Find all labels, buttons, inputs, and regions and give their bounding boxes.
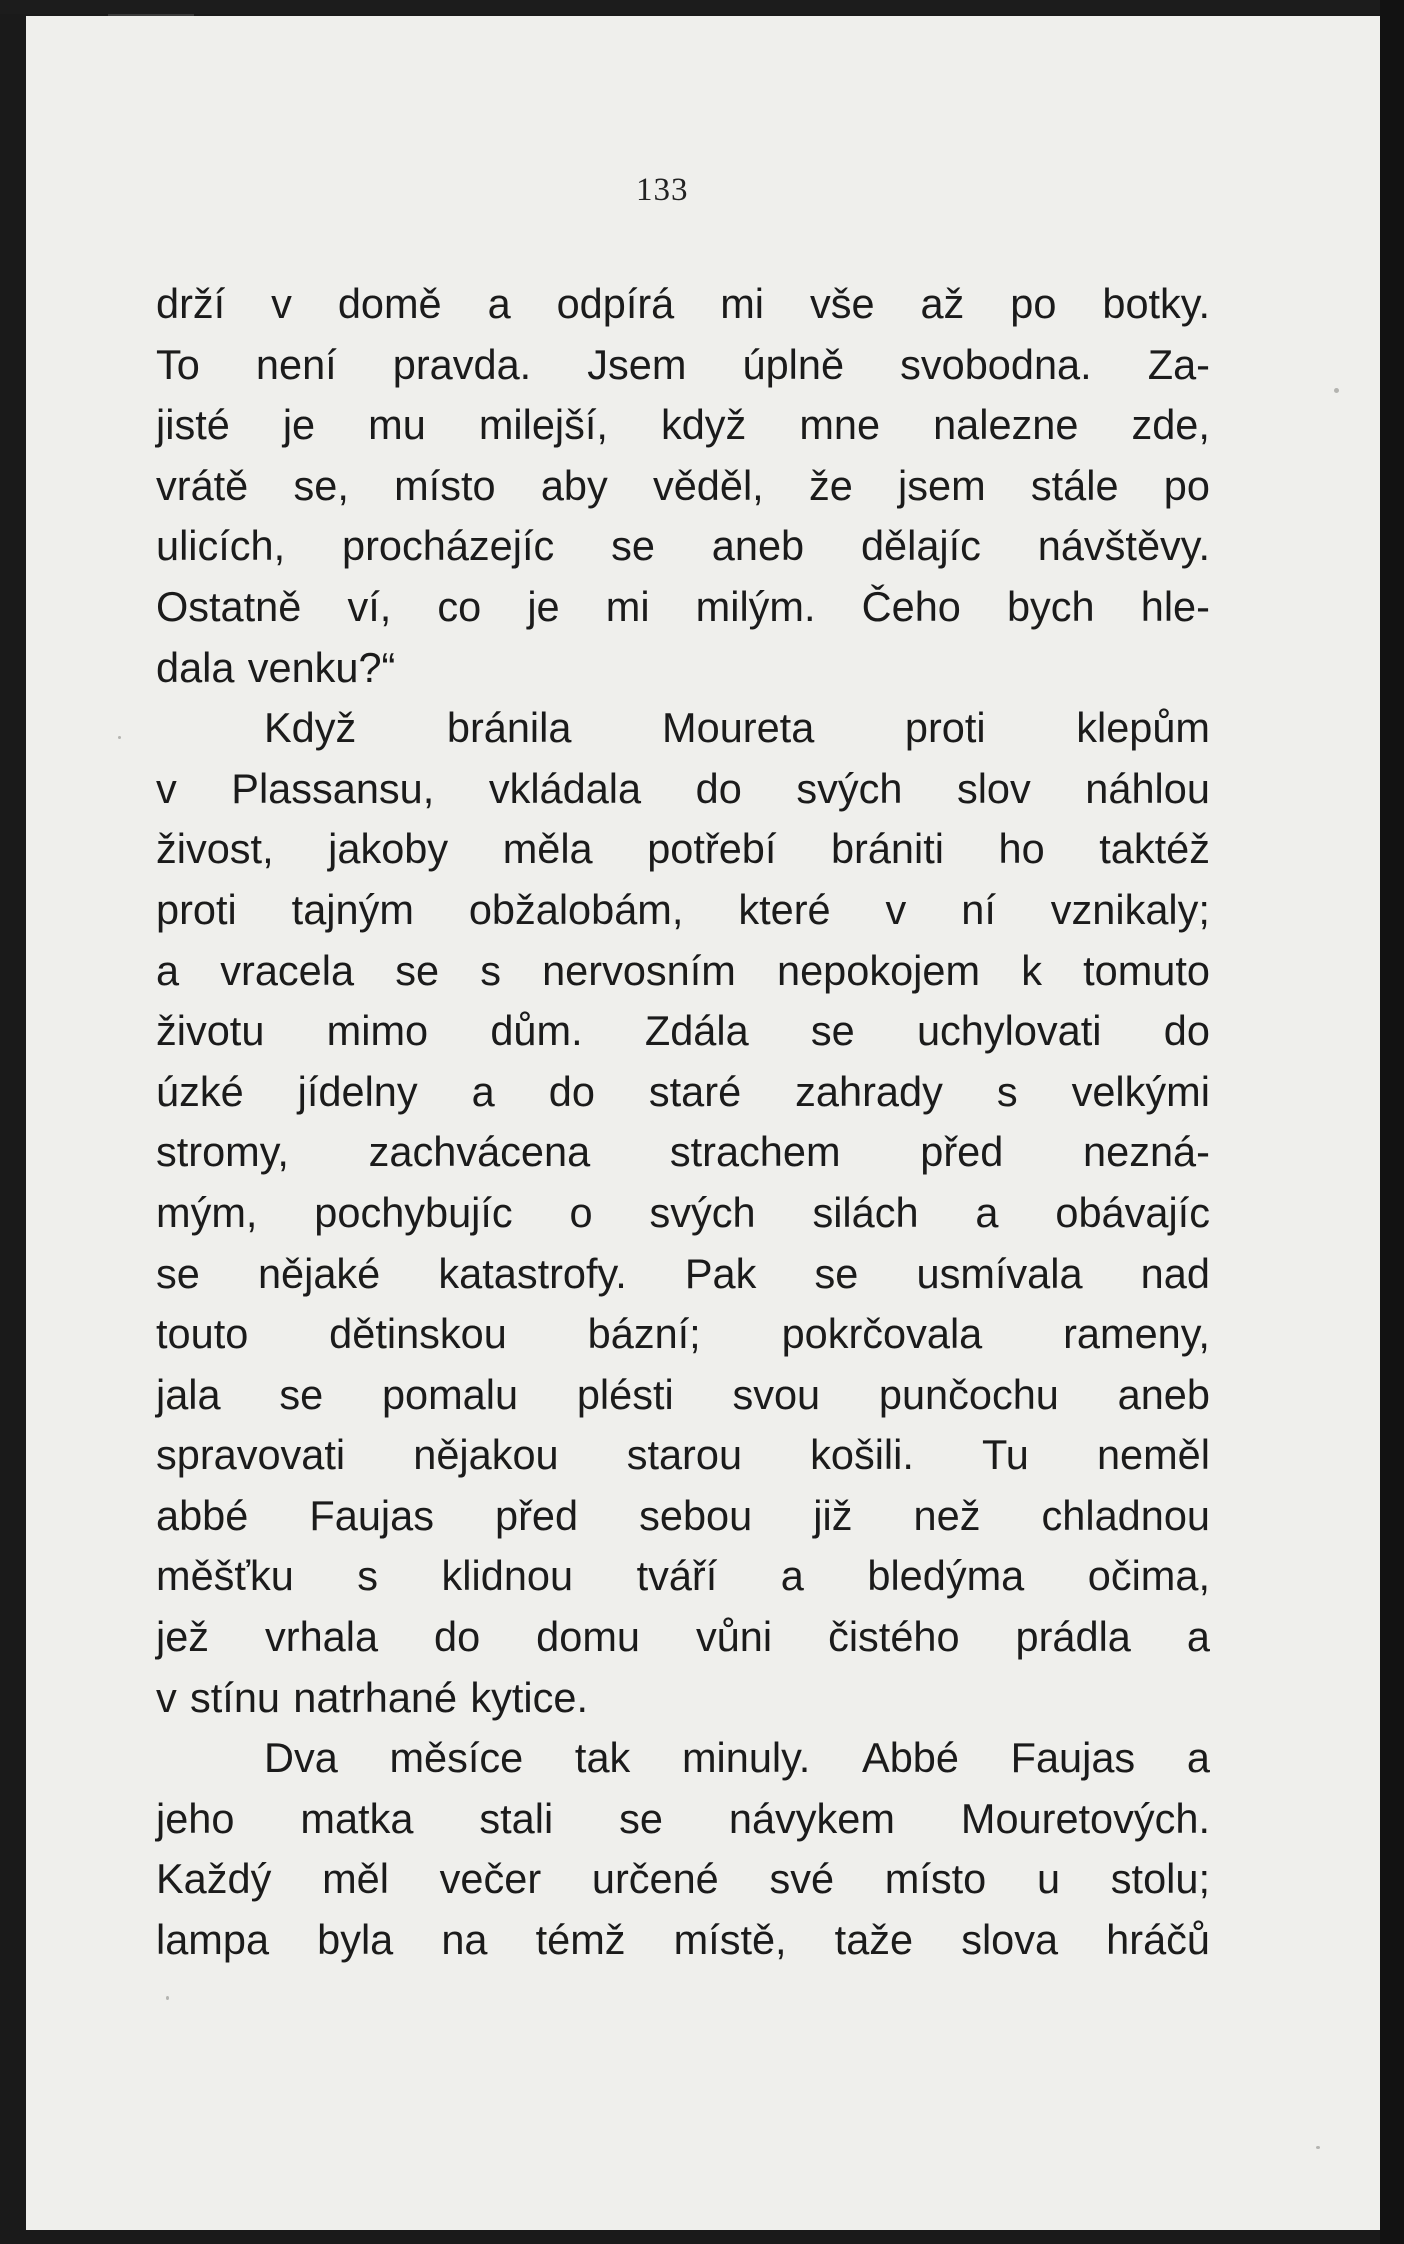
word: svých (649, 1188, 756, 1236)
word: v (156, 1673, 177, 1721)
word: neměl (1096, 1431, 1210, 1479)
word: stolu; (1110, 1855, 1210, 1903)
word: určené (591, 1855, 719, 1903)
word: jala (156, 1370, 221, 1418)
text-line (156, 880, 1210, 941)
word: návykem (728, 1794, 895, 1842)
word: po (1010, 280, 1057, 327)
word: k (1021, 946, 1042, 994)
text-line (156, 1122, 1210, 1183)
word: pokrčovala (781, 1310, 983, 1358)
word: které (738, 885, 831, 933)
word: témž (535, 1916, 626, 1964)
word: a (780, 1552, 804, 1600)
text-line (156, 819, 1210, 880)
word: Faujas (309, 1491, 434, 1539)
word: slov (956, 764, 1031, 812)
word: a (1186, 1613, 1210, 1661)
word: obávajíc (1055, 1188, 1210, 1236)
word: botky. (1102, 280, 1210, 327)
word: a (156, 946, 180, 994)
page-number: 133 (636, 172, 689, 208)
word: silách (812, 1188, 919, 1236)
word: taktéž (1099, 825, 1210, 873)
word: Čeho (861, 582, 961, 630)
word: nějakou (413, 1431, 559, 1479)
word: bych (1006, 582, 1095, 630)
word: usmívala (916, 1249, 1083, 1297)
word: bázní; (587, 1310, 701, 1358)
word: obžalobám, (468, 885, 684, 933)
word: To (156, 340, 200, 388)
word: po (1163, 461, 1210, 509)
paragraph-first-line (156, 1728, 1210, 1789)
word: zde, (1131, 401, 1210, 449)
word: Za- (1147, 340, 1210, 388)
word: tomuto (1083, 946, 1210, 994)
word: staré (648, 1067, 742, 1115)
word: brániti (830, 825, 944, 873)
word: plésti (576, 1370, 674, 1418)
word: starou (626, 1431, 743, 1479)
paper-speck (1316, 2146, 1320, 2149)
word: aby (540, 461, 608, 509)
word: až (920, 280, 965, 327)
text-line (156, 638, 1210, 699)
word: jídelny (297, 1067, 418, 1115)
word: hle- (1140, 582, 1210, 630)
word: pravda. (392, 340, 532, 388)
word: milým. (695, 582, 816, 630)
text-line (156, 1546, 1210, 1607)
word: a (975, 1188, 999, 1236)
word: Tu (981, 1431, 1029, 1479)
word: místě, (673, 1916, 787, 1964)
word: stále (1030, 461, 1119, 509)
word: nepokojem (777, 946, 981, 994)
word: návštěvy. (1037, 522, 1210, 570)
word: ulicích, (156, 522, 286, 570)
word: procházejíc (342, 522, 555, 570)
word: hráčů (1106, 1916, 1210, 1964)
word: než (913, 1491, 981, 1539)
text-line (156, 1001, 1210, 1062)
word: tažе (834, 1916, 914, 1964)
text-line (156, 1789, 1210, 1850)
word: v (271, 280, 292, 327)
text-line (156, 1910, 1210, 1971)
word: Mouretových. (960, 1794, 1210, 1842)
word: pomalu (381, 1370, 519, 1418)
word: Každý (156, 1855, 272, 1903)
paper-speck (166, 1996, 169, 2000)
word: měl (322, 1855, 389, 1903)
paper-speck (118, 736, 121, 739)
word: o (569, 1188, 593, 1236)
word: spravovati (156, 1431, 346, 1479)
word: životu (156, 1007, 265, 1055)
word: touto (156, 1310, 249, 1358)
word: mi (720, 280, 764, 327)
word: Abbé (862, 1734, 959, 1782)
word: tajným (291, 885, 414, 933)
word: se (619, 1794, 663, 1842)
word: jisté (156, 401, 230, 449)
word: jsem (898, 461, 986, 509)
word: klepům (1076, 704, 1210, 752)
word: Ostatně (156, 582, 302, 630)
text-line (156, 1425, 1210, 1486)
scan-top-border (0, 0, 1404, 14)
word: ví, (347, 582, 392, 630)
word: s (996, 1067, 1018, 1115)
word: v (156, 764, 177, 812)
word: vrhala (265, 1613, 379, 1661)
text-line (156, 1607, 1210, 1668)
word: tváří (636, 1552, 718, 1600)
word: drží (156, 280, 226, 327)
word: aneb (1117, 1370, 1210, 1418)
word: natrhané (293, 1673, 458, 1721)
word: rameny, (1063, 1310, 1210, 1358)
word: místo (394, 461, 496, 509)
word: Když (264, 704, 357, 752)
word: lampa (156, 1916, 270, 1964)
word: nervosním (542, 946, 736, 994)
word: se (810, 1007, 855, 1055)
word: do (548, 1067, 595, 1115)
word: klidnou (441, 1552, 574, 1600)
word: se (395, 946, 440, 994)
word: s (357, 1552, 379, 1600)
word: chladnou (1041, 1491, 1210, 1539)
word: proti (904, 704, 986, 752)
word: stali (479, 1794, 554, 1842)
word: se (279, 1370, 324, 1418)
word: s (480, 946, 501, 994)
word: a (471, 1067, 495, 1115)
word: se (611, 522, 655, 570)
word: Pak (684, 1249, 757, 1297)
word: velkými (1071, 1067, 1210, 1115)
word: očima, (1087, 1552, 1210, 1600)
word: čistého (828, 1613, 960, 1661)
word: a (1186, 1734, 1210, 1782)
word: Faujas (1010, 1734, 1136, 1782)
word: není (255, 340, 337, 388)
word: se (814, 1249, 859, 1297)
paragraph-first-line (156, 698, 1210, 759)
word: jakoby (328, 825, 449, 873)
word: tak (574, 1734, 631, 1782)
word: úzké (156, 1067, 244, 1115)
word: a (487, 280, 511, 327)
word: domu (536, 1613, 640, 1661)
word: na (441, 1916, 488, 1964)
word: je (282, 401, 316, 449)
word: měla (502, 825, 593, 873)
word: mimo (326, 1007, 429, 1055)
text-line (156, 1183, 1210, 1244)
word: se (156, 1249, 200, 1297)
word: jeho (156, 1794, 235, 1842)
word: místo (884, 1855, 987, 1903)
word: bránila (446, 704, 572, 752)
word: svobodna. (900, 340, 1092, 388)
word: Jsem (587, 340, 687, 388)
word: punčochu (878, 1370, 1059, 1418)
word: dělajíc (860, 522, 981, 570)
word: do (695, 764, 742, 812)
word: minuly. (681, 1734, 811, 1782)
word: mne (799, 401, 881, 449)
word: náhlou (1085, 764, 1210, 812)
word: již (813, 1491, 853, 1539)
word: Plassansu, (231, 764, 435, 812)
word: dala (156, 643, 235, 691)
word: svých (796, 764, 903, 812)
word: slova (961, 1916, 1059, 1964)
word: vše (809, 280, 875, 327)
word: proti (156, 885, 237, 933)
word: měsíce (389, 1734, 524, 1782)
word: Moureta (662, 704, 815, 752)
word: do (434, 1613, 481, 1661)
word: jež (156, 1613, 210, 1661)
text-line (156, 516, 1210, 577)
word: své (769, 1855, 835, 1903)
word: mu (368, 401, 426, 449)
word: Dva (264, 1734, 338, 1782)
paper-speck (1334, 388, 1339, 393)
word: košili. (810, 1431, 914, 1479)
word: domě (337, 280, 442, 327)
word: sebou (639, 1491, 753, 1539)
text-line (156, 577, 1210, 638)
word: stínu (190, 1673, 280, 1721)
text-line (156, 1486, 1210, 1547)
word: vznikaly; (1050, 885, 1210, 933)
word: nezná- (1083, 1128, 1210, 1176)
word: vracela (220, 946, 355, 994)
word: měšťku (156, 1552, 294, 1600)
word: úplně (742, 340, 845, 388)
text-line (156, 1365, 1210, 1426)
word: se, (293, 461, 349, 509)
text-line (156, 759, 1210, 820)
word: pochybujíc (314, 1188, 513, 1236)
text-line (156, 456, 1210, 517)
word: stromy, (156, 1128, 289, 1176)
word: vkládala (488, 764, 642, 812)
word: ní (961, 885, 996, 933)
word: vůni (695, 1613, 773, 1661)
word: Zdála (644, 1007, 749, 1055)
word: uchylovati (916, 1007, 1102, 1055)
word: zahrady (795, 1067, 943, 1115)
word: venku?“ (247, 643, 396, 691)
word: svou (732, 1370, 821, 1418)
word: ho (998, 825, 1045, 873)
word: mi (605, 582, 650, 630)
word: byla (317, 1916, 394, 1964)
text-line (156, 1062, 1210, 1123)
word: odpírá (556, 280, 675, 327)
word: co (437, 582, 482, 630)
word: strachem (669, 1128, 841, 1176)
word: dům. (490, 1007, 583, 1055)
word: před (920, 1128, 1004, 1176)
text-line (156, 1849, 1210, 1910)
word: prádla (1015, 1613, 1131, 1661)
text-line (156, 1304, 1210, 1365)
word: matka (300, 1794, 414, 1842)
word: u (1036, 1855, 1061, 1903)
word: nalezne (933, 401, 1079, 449)
word: milejší, (478, 401, 608, 449)
word: že (808, 461, 853, 509)
word: mým, (156, 1188, 258, 1236)
body-text (156, 274, 1210, 1971)
text-line (156, 1244, 1210, 1305)
word: bledýma (867, 1552, 1025, 1600)
word: když (660, 401, 747, 449)
word: katastrofy. (438, 1249, 627, 1297)
text-line (156, 1668, 1210, 1729)
word: nad (1140, 1249, 1210, 1297)
word: zachvácena (368, 1128, 591, 1176)
word: do (1163, 1007, 1210, 1055)
word: potřebí (647, 825, 777, 873)
word: abbé (156, 1491, 249, 1539)
word: je (527, 582, 560, 630)
word: živost, (156, 825, 274, 873)
word: vrátě (156, 461, 249, 509)
word: věděl, (652, 461, 764, 509)
text-line (156, 274, 1210, 335)
word: aneb (711, 522, 805, 570)
word: v (885, 885, 907, 933)
text-line (156, 941, 1210, 1002)
word: večer (439, 1855, 542, 1903)
word: nějaké (257, 1249, 381, 1297)
word: před (495, 1491, 579, 1539)
word: kytice. (470, 1673, 588, 1721)
scan-right-border (1380, 0, 1404, 2244)
word: dětinskou (329, 1310, 507, 1358)
text-line (156, 395, 1210, 456)
text-line (156, 335, 1210, 396)
